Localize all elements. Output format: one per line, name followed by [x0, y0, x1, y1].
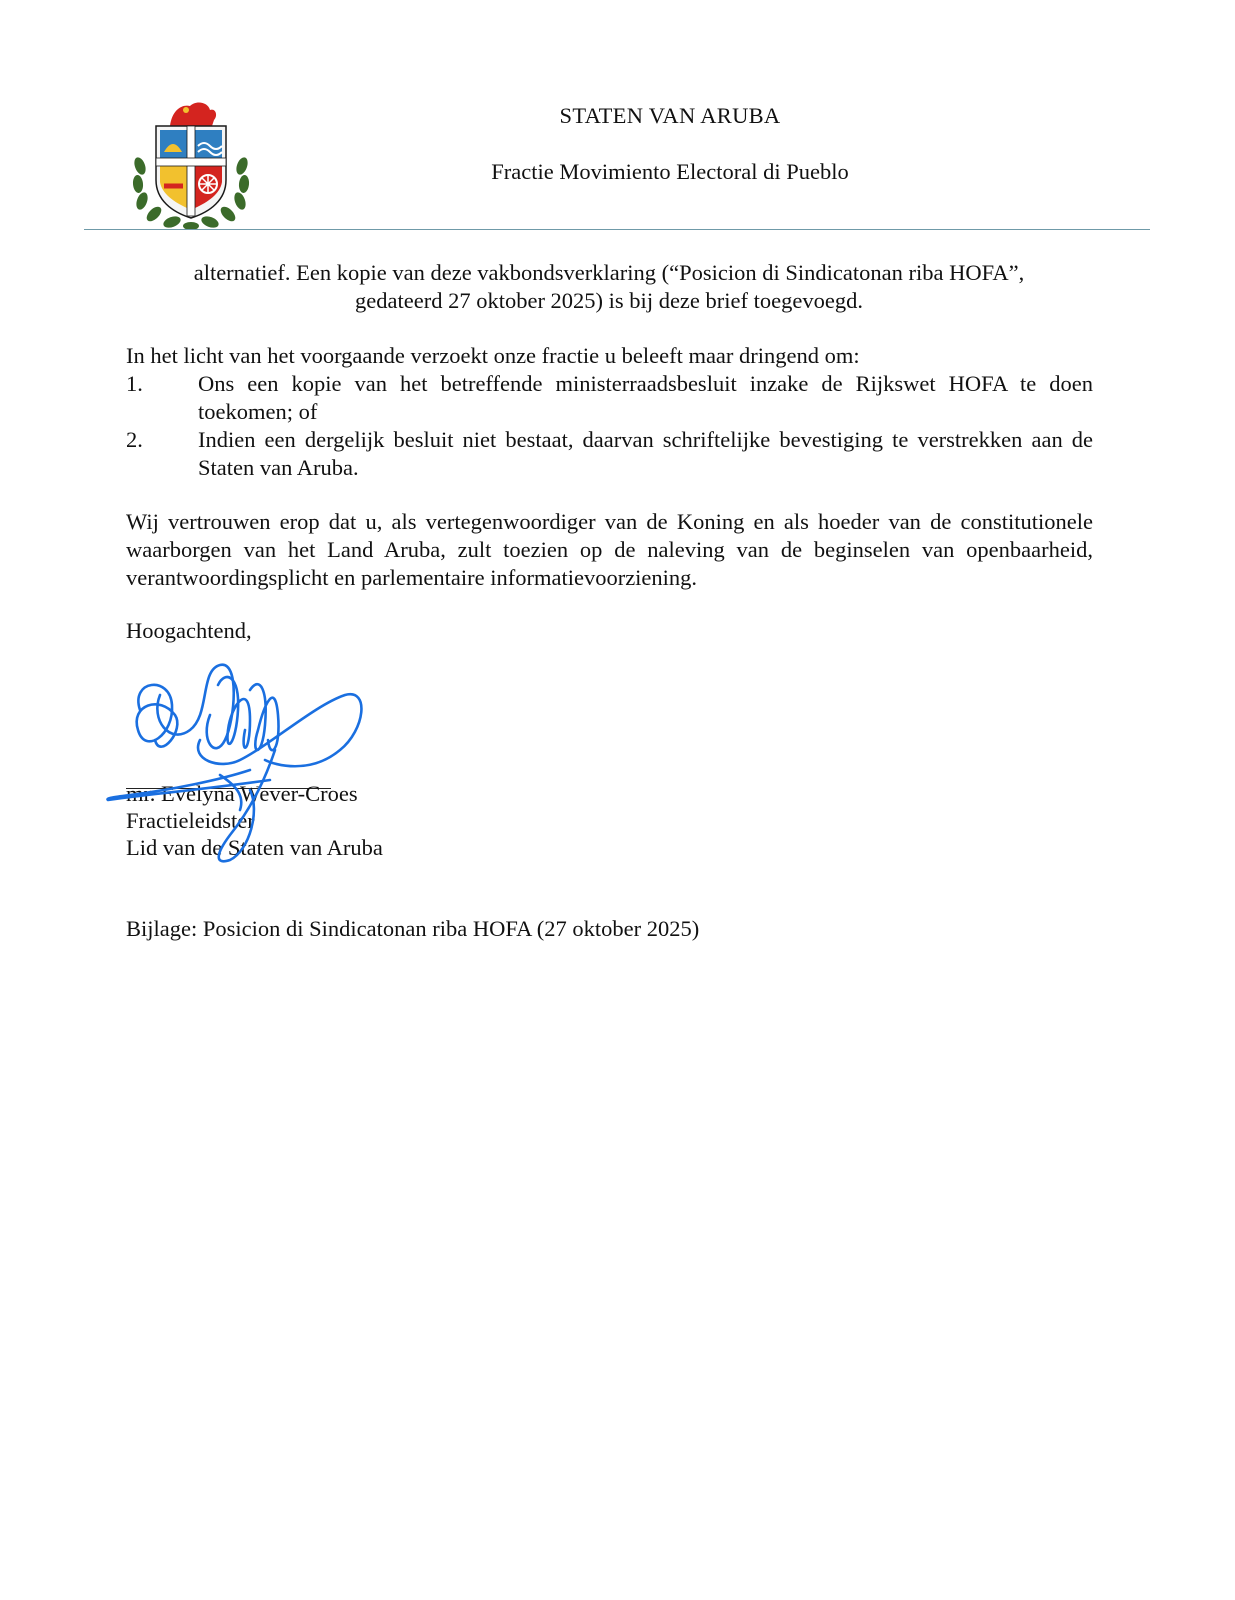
request-number: 2. [126, 427, 143, 452]
header-divider [84, 229, 1150, 230]
request-text: Ons een kopie van het betreffende ministerraadsbesluit inzake de Rijkswet HOFA te doen toekomen; of [198, 371, 1093, 424]
signer-role: Fractieleidster [126, 808, 255, 833]
attachment-note: Bijlage: Posicion di Sindicatonan riba HOFA (27 oktober 2025) [126, 916, 700, 941]
header-subtitle: Fractie Movimiento Electoral di Pueblo [491, 159, 849, 184]
request-number: 1. [126, 371, 143, 396]
header-title: STATEN VAN ARUBA [559, 103, 781, 128]
request-item-1 [126, 370, 1093, 426]
closing-paragraph: Wij vertrouwen erop dat u, als vertegenwoordiger van de Koning en als hoeder van de constitutionele waarborgen van het Land Aruba, zult toezien op de naleving van de beginselen van openbaarheid, verantwoordingsplicht en parlementaire informatievoorziening. [126, 509, 1093, 590]
request-item-2 [126, 426, 1093, 482]
request-intro: In het licht van het voorgaande verzoekt onze fractie u beleeft maar dringend om: [126, 343, 860, 368]
aruba-coat-of-arms-icon [130, 96, 252, 230]
signer-name: mr. Evelyna Wever-Croes [126, 781, 358, 806]
request-text: Indien een dergelijk besluit niet bestaat, daarvan schriftelijke bevestiging te verstrekken aan de Staten van Aruba. [198, 427, 1093, 480]
signer-membership: Lid van de Staten van Aruba [126, 835, 383, 860]
continuation-line-1: alternatief. Een kopie van deze vakbondsverklaring (“Posicion di Sindicatonan riba HOFA”, [193, 260, 1025, 285]
continuation-line-2: gedateerd 27 oktober 2025) is bij deze brief toegevoegd. [355, 288, 863, 313]
salutation: Hoogachtend, [126, 618, 252, 643]
